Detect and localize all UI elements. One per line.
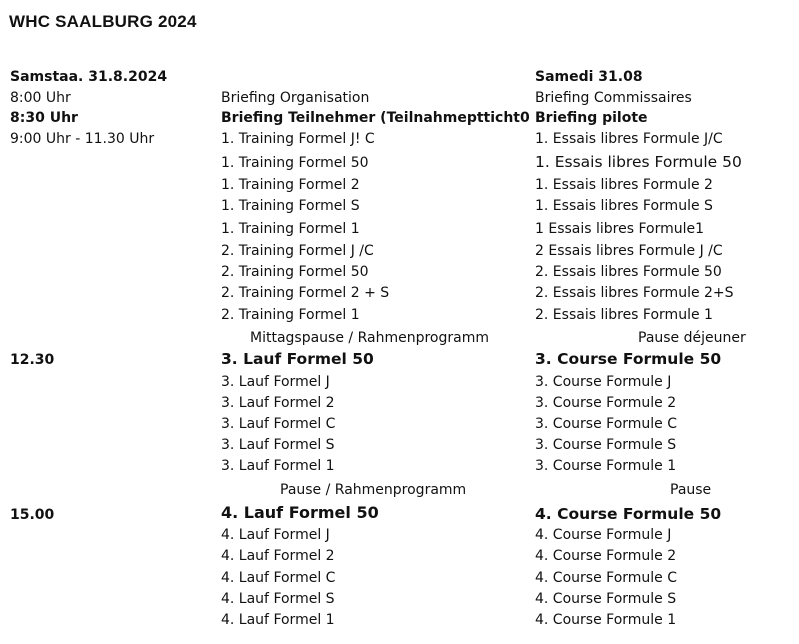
program-item-fr: 3. Course Formule S bbox=[535, 437, 677, 453]
break-label-fr: Pause bbox=[670, 482, 712, 498]
program-item-de: 4. Lauf Formel C bbox=[221, 570, 336, 586]
program-item-de: 3. Lauf Formel 2 bbox=[221, 395, 335, 411]
program-item-de: 3. Lauf Formel 50 bbox=[221, 350, 374, 368]
program-item-de: 2. Training Formel 50 bbox=[221, 264, 369, 280]
program-item-de: 1. Training Formel J! C bbox=[221, 131, 375, 147]
program-item-fr: 2. Essais libres Formule 50 bbox=[535, 264, 722, 280]
program-item-fr: 4. Course Formule S bbox=[535, 591, 677, 607]
program-item-de: 1. Training Formel S bbox=[221, 198, 360, 214]
program-item-de: 3. Lauf Formel S bbox=[221, 437, 335, 453]
program-item-fr: 4. Course Formule 1 bbox=[535, 612, 677, 628]
program-item-de: 4. Lauf Formel 1 bbox=[221, 612, 335, 628]
break-label-fr: Pause déjeuner bbox=[638, 330, 746, 346]
program-item-fr: 2. Essais libres Formule 2+S bbox=[535, 285, 734, 301]
program-item-de: 2. Training Formel J /C bbox=[221, 243, 374, 259]
time-cell: 8:00 Uhr bbox=[10, 90, 71, 106]
program-item-fr: 4. Course Formule 2 bbox=[535, 548, 677, 564]
program-item-fr: 3. Course Formule J bbox=[535, 374, 672, 390]
program-item-de: 4. Lauf Formel 2 bbox=[221, 548, 335, 564]
program-item-fr: 3. Course Formule 50 bbox=[535, 350, 722, 368]
document-title: WHC SAALBURG 2024 bbox=[9, 12, 197, 31]
program-item-fr: 3. Course Formule C bbox=[535, 416, 678, 432]
time-cell: 9:00 Uhr - 11.30 Uhr bbox=[10, 131, 155, 147]
program-item-de: 1. Training Formel 2 bbox=[221, 177, 360, 193]
program-item-de: 2. Training Formel 2 + S bbox=[221, 285, 390, 301]
program-item-fr: 1. Essais libres Formule S bbox=[535, 198, 713, 214]
program-item-fr: 1. Essais libres Formule 2 bbox=[535, 177, 713, 193]
program-item-fr: 4. Course Formule C bbox=[535, 570, 678, 586]
program-item-de: 4. Lauf Formel S bbox=[221, 591, 335, 607]
header-date-de: Samstaa. 31.8.2024 bbox=[10, 69, 168, 85]
program-item-fr: 1 Essais libres Formule1 bbox=[535, 221, 705, 237]
program-item-fr: 1. Essais libres Formule J/C bbox=[535, 131, 723, 147]
program-item-de: 3. Lauf Formel C bbox=[221, 416, 336, 432]
program-item-fr: 3. Course Formule 2 bbox=[535, 395, 677, 411]
program-item-fr: 2. Essais libres Formule 1 bbox=[535, 307, 713, 323]
program-item-fr: 4. Course Formule 50 bbox=[535, 505, 722, 523]
program-item-de: 4. Lauf Formel 50 bbox=[221, 503, 379, 522]
program-item-fr: 1. Essais libres Formule 50 bbox=[535, 153, 742, 171]
program-item-de: 3. Lauf Formel 1 bbox=[221, 458, 335, 474]
time-cell: 8:30 Uhr bbox=[10, 110, 78, 126]
program-item-fr: 2 Essais libres Formule J /C bbox=[535, 243, 723, 259]
program-item-de: Briefing Organisation bbox=[221, 90, 370, 106]
program-item-de: 4. Lauf Formel J bbox=[221, 527, 330, 543]
break-label-de: Mittagspause / Rahmenprogramm bbox=[250, 330, 489, 346]
time-cell: 12.30 bbox=[10, 352, 55, 368]
program-item-fr: Briefing Commissaires bbox=[535, 90, 692, 106]
program-item-de: Briefing Teilnehmer (Teilnahmeptticht0 bbox=[221, 110, 530, 126]
program-item-de: 2. Training Formel 1 bbox=[221, 307, 360, 323]
program-item-de: 1. Training Formel 50 bbox=[221, 155, 369, 171]
program-item-de: 1. Training Formel 1 bbox=[221, 221, 360, 237]
program-item-fr: Briefing pilote bbox=[535, 110, 648, 126]
break-label-de: Pause / Rahmenprogramm bbox=[280, 482, 467, 498]
header-date-fr: Samedi 31.08 bbox=[535, 69, 643, 85]
program-item-fr: 3. Course Formule 1 bbox=[535, 458, 677, 474]
time-cell: 15.00 bbox=[10, 507, 55, 523]
program-item-fr: 4. Course Formule J bbox=[535, 527, 672, 543]
program-item-de: 3. Lauf Formel J bbox=[221, 374, 330, 390]
